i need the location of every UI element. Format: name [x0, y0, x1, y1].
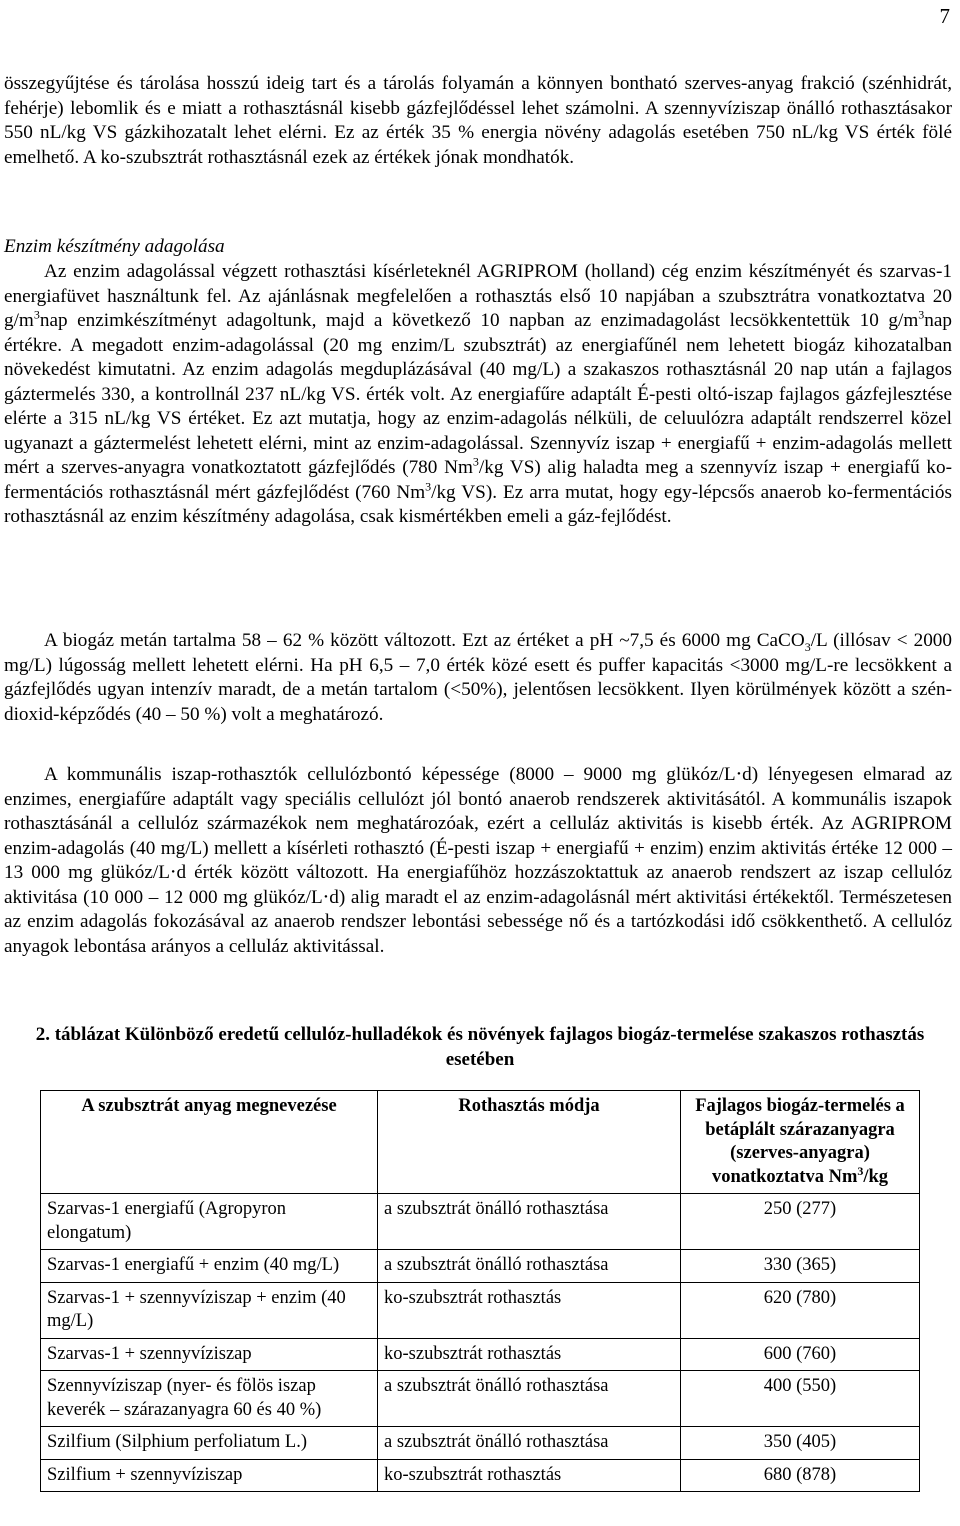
paragraph-methane: A biogáz metán tartalma 58 – 62 % között változott. Ezt az értéket a pH ~7,5 és 6000 mg CaCO$_3$/L (illósav < 2000 mg/L) lúgosság mellett lehetett elérni. Ha pH 6,5 – 7,0 érték közé esett és puffer kapacitás <3000 mg/L-re lecsökkent a gázfejlődés ugyan intenzív maradt, de a metán tartalom (<50%), jelentősen lecsökkent. Ilyen körülmények között a szén-dioxid-képződés (40 – 50 %) volt a meghatározó. [4, 630, 952, 725]
cell-yield: 600 (760) [681, 1338, 920, 1371]
cell-substrate: Szilfium (Silphium perfoliatum L.) [41, 1427, 378, 1460]
cell-yield: 620 (780) [681, 1282, 920, 1338]
table-row [41, 1427, 920, 1460]
paragraph-intro: összegyűjtése és tárolása hosszú ideig tart és a tárolás folyamán a könnyen bontható szerves-anyag frakció (szénhidrát, fehérje) lebomlik és e miatt a rothasztásnál kisebb gázfejlődéssel lehet számolni. A szennyvíziszap önálló rothasztásakor 550 nL/kg VS gázkihozatalt lehet elérni. Ez az érték 35 % energia növény adagolás esetében 750 nL/kg VS érték fölé emelhető. A ko-szubsztrát rothasztásnál ezek az értékek jónak mondhatók. [4, 73, 952, 168]
cell-substrate: Szarvas-1 energiafű (Agropyron elongatum) [41, 1194, 378, 1250]
cell-method: a szubsztrát önálló rothasztása [378, 1371, 681, 1427]
biogas-table [40, 1090, 920, 1492]
table-row [41, 1282, 920, 1338]
table-row [41, 1459, 920, 1492]
table-row [41, 1338, 920, 1371]
table-header-row [41, 1091, 920, 1194]
cell-substrate: Szarvas-1 + szennyvíziszap + enzim (40 mg/L) [41, 1282, 378, 1338]
cell-method: a szubsztrát önálló rothasztása [378, 1427, 681, 1460]
table-row [41, 1194, 920, 1250]
cell-yield: 350 (405) [681, 1427, 920, 1460]
table-row [41, 1250, 920, 1283]
cell-yield: 400 (550) [681, 1371, 920, 1427]
cell-substrate: Szennyvíziszap (nyer- és fölös iszap keverék – szárazanyagra 60 és 40 %) [41, 1371, 378, 1427]
page-number: 7 [939, 4, 950, 28]
header-substrate: A szubsztrát anyag megnevezése [41, 1091, 378, 1194]
cell-substrate: Szarvas-1 + szennyvíziszap [41, 1338, 378, 1371]
paragraph-enzyme: Az enzim adagolással végzett rothasztási kísérleteknél AGRIPROM (holland) cég enzim készítményét és szarvas-1 energiafüvet használtunk fel. Az ajánlásnak megfelelően a rothasztás első 10 napjában a szubsztrátra vonatkoztatva 20 $g/m^3nap$ enzimkészítményt adagoltunk, majd a következő 10 napban az enzimadagolást lecsökkentettük 10 $g/m^3nap$ értékre. A megadott enzim-adagolással (20 mg enzim/L szubsztrát) az energiafűnél nem lehetett biogáz kihozatalban növekedést kimutatni. Az enzim adagolás megduplázásával (40 mg/L) a szakaszos rothasztásnál 20 nap után a fajlagos gáztermelés 330, a kontrollnál 237 nL/kg VS. érték volt. Az energiafűre adaptált É-pesti oltó-iszap fajlagos gázfejlesztése elérte a 315 nL/kg VS értéket. Ez azt mutatja, hogy az enzim-adagolás nélküli, de celuulózra adaptált rendszerrel közel ugyanazt a gáztermelést lehetett elérni, mint az enzim-adagolással. Szennyvíz iszap + energiafű + enzim-adagolás mellett mért a szerves-anyagra vonatkoztatott gázfejlődés (780 Nm$^3$/kg VS) alig haladta meg a szennyvíz iszap + energiafű ko-fermentációs rothasztásnál mért gázfejlődést (760 Nm$^3$/kg VS). Ez arra mutat, hogy egy-lépcsős anaerob ko-fermentációs rothasztásnál az enzim készítmény adagolása, csak kismértékben emeli a gáz-fejlődést. [4, 261, 952, 527]
cell-yield: 680 (878) [681, 1459, 920, 1492]
cell-method: ko-szubsztrát rothasztás [378, 1338, 681, 1371]
table-caption: 2. táblázat Különböző eredetű cellulóz-hulladékok és növények fajlagos biogáz-termelése szakaszos rothasztás esetében [35, 1024, 925, 1070]
paragraph-cellulose: A kommunális iszap-rothasztók cellulózbontó képessége (8000 – 9000 mg glükóz/L⋅d) lényegesen elmarad az enzimes, energiafűre adaptált vagy speciális cellulózt jól bontó anaerob rendszerek aktivitásától. A kommunális iszapok rothasztásánál a cellulóz származékok nem meghatározóak, ezért a celluláz aktivitás is kisebb érték. Az AGRIPROM enzim-adagolás (40 mg/L) mellett a kísérleti rothasztó (É-pesti iszap + energiafű + enzim) enzim aktivitás értéke 12 000 – 13 000 mg glükóz/L⋅d érték között változott. Ha energiafűhöz hozzászoktattuk az anaerob rendszert az iszap cellulóz aktivitása (10 000 – 12 000 mg glükóz/L⋅d) alig maradt el az enzim-adagolásnál mért aktivitási értékektől. Természetesen az enzim adagolás fokozásával az anaerob rendszer lebontási sebessége nő és a tartózkodási idő csökkenthető. A cellulóz anyagok lebontása arányos a celluláz aktivitással. [4, 764, 952, 957]
cell-substrate: Szarvas-1 energiafű + enzim (40 mg/L) [41, 1250, 378, 1283]
section-heading-enzyme: Enzim készítmény adagolása [4, 236, 225, 257]
cell-method: ko-szubsztrát rothasztás [378, 1459, 681, 1492]
header-yield: Fajlagos biogáz-termelés a betáplált szárazanyagra (szerves-anyagra) vonatkoztatva Nm$^3$/kg [681, 1091, 920, 1194]
cell-method: a szubsztrát önálló rothasztása [378, 1250, 681, 1283]
cell-method: ko-szubsztrát rothasztás [378, 1282, 681, 1338]
cell-yield: 330 (365) [681, 1250, 920, 1283]
table-row [41, 1371, 920, 1427]
cell-yield: 250 (277) [681, 1194, 920, 1250]
cell-substrate: Szilfium + szennyvíziszap [41, 1459, 378, 1492]
header-method: Rothasztás módja [378, 1091, 681, 1194]
cell-method: a szubsztrát önálló rothasztása [378, 1194, 681, 1250]
